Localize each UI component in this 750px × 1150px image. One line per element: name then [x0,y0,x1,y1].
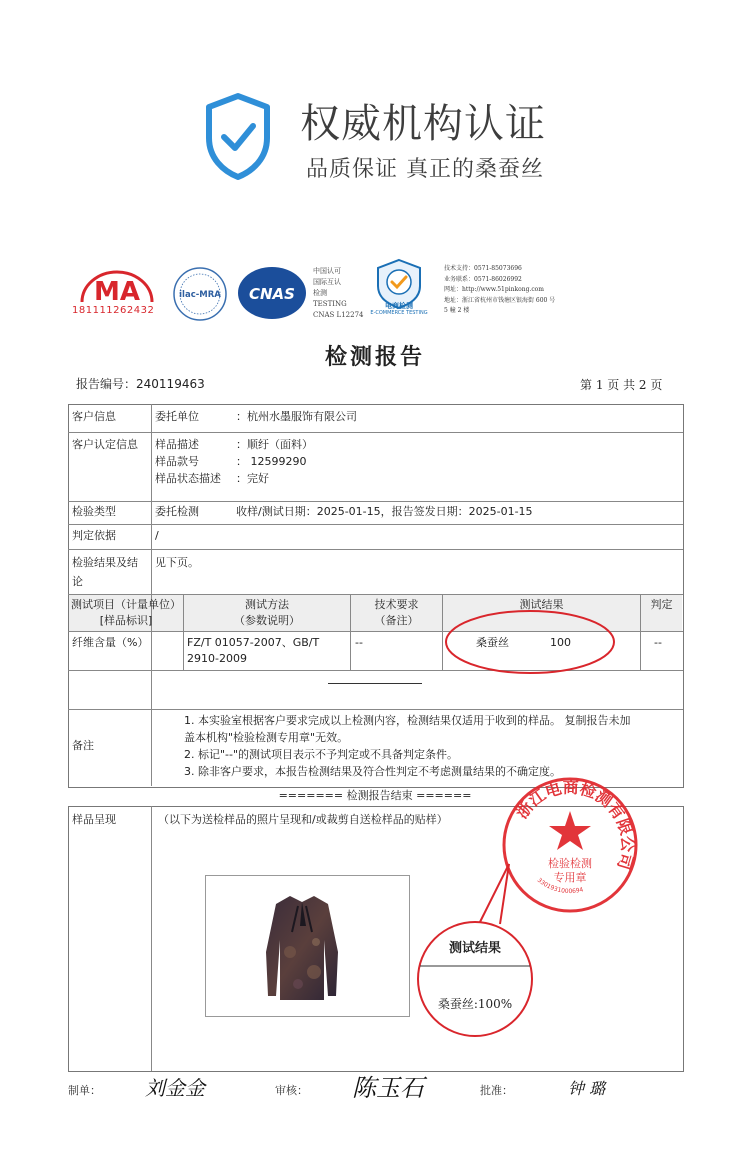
basis-value: / [155,529,159,542]
col-req-header [351,597,442,629]
row-method [187,635,319,667]
seal-center-line-2: 专用章 [553,871,587,884]
seal-ring-text: 浙江电商检测有限公司 [512,777,638,872]
client-value: ：杭州水墨服饰有限公司 [236,410,357,423]
cert-line: TESTING [313,300,347,308]
contact-line: 技术支持：0571-85073696 [444,265,522,272]
col-method-header [184,597,350,629]
remarks-label: 备注 [72,739,94,752]
col-judge-header: 判定 [650,598,673,611]
approver-signature: 钟 璐 [568,1079,606,1098]
cma-number: 181111262432 [72,305,155,316]
col-method-line-1: 测试方法 [245,598,289,611]
col-req-line-2: （备注） [374,614,419,627]
cma-logo-text: MA [94,277,140,307]
basis-label: 判定依据 [72,529,116,542]
row-result-value: 100 [550,636,571,649]
col-item-header [69,597,183,629]
row-result-name: 桑蚕丝 [476,636,509,649]
report-number-label: 报告编号： [76,377,137,391]
result-highlight-circle [440,606,620,678]
conclusion-label-1: 检验结果及结 [72,556,138,569]
seal-number: 3301931000694 [535,876,585,896]
seal-center-line-1: 检验检测 [548,857,592,870]
maker-signature: 刘金金 [145,1076,205,1100]
ecommerce-en: E-COMMERCE TESTING [370,310,428,316]
cert-line: 中国认可 [313,267,341,275]
remark-line: 2. 标记"--"的测试项目表示不予判定或不具备判定条件。 [184,748,459,761]
col-method-line-2: （参数说明） [234,614,300,627]
sample-label: 样品呈现 [72,813,116,826]
cnas-logo [236,266,308,320]
banner-subtitle: 品质保证 真正的桑蚕丝 [306,157,544,182]
row-judge: -- [654,636,662,649]
contact-line: 5 幢 2 楼 [444,307,470,314]
client-label: 客户信息 [72,410,116,423]
remark-line: 1. 本实验室根据客户要求完成以上检测内容，检测结果仅适用于收到的样品。 复制报告未加 [184,714,631,727]
confirmed-label: 客户认定信息 [72,438,138,451]
shield-check-icon [203,92,273,180]
col-req-line-1: 技术要求 [374,598,419,611]
cert-line: 国际互认 [313,278,341,286]
row-method-line-1: FZ/T 01057-2007、GB/T [187,636,320,649]
reviewer-label: 审核： [275,1084,308,1097]
silk-blouse-photo [262,892,342,1004]
remark-line: 盖本机构"检验检测专用章"无效。 [184,731,349,744]
cert-line: CNAS L12274 [313,311,364,319]
client-field: 委托单位 [155,410,199,423]
callout-heading: 测试结果 [448,941,501,956]
report-title: 检测报告 [324,344,425,370]
col-result-header: 测试结果 [519,598,564,611]
approver-label: 批准： [480,1084,513,1097]
sample-no-value: ： 12599290 [236,455,307,468]
contact-line: 业务联系：0571-86026992 [444,275,522,283]
col-item-line-2: [样品标识] [99,614,153,627]
sample-caption: （以下为送检样品的照片呈现和/或裁剪自送检样品的贴样） [158,813,448,826]
conclusion-value: 见下页。 [155,556,199,569]
ilac-mra-logo [172,266,228,322]
sample-state-value: ：完好 [236,472,269,485]
sample-no-field: 样品款号 [155,455,199,468]
remark-line: 3. 除非客户要求，本报告检测结果及符合性判定不考虑测量结果的不确定度。 [184,765,561,778]
ilac-logo-text: ilac-MRA [179,290,221,300]
col-item-line-1: 测试项目（计量单位） [71,598,181,611]
callout-value: 桑蚕丝:100% [437,997,513,1011]
sample-desc-field: 样品描述 [155,438,199,451]
cert-line: 检测 [313,289,327,297]
contact-line: 地址：浙江省杭州市钱塘区银海街 600 号 [444,296,556,304]
dates-text: 收样/测试日期：2025-01-15，报告签发日期：2025-01-15 [236,505,533,518]
row-method-line-2: 2910-2009 [187,652,247,665]
cnas-logo-text: CNAS [249,285,295,303]
conclusion-label-2: 论 [72,575,83,588]
cert-text [313,266,363,321]
contact-info [444,264,555,317]
page-info: 第 1 页 共 2 页 [580,378,663,392]
sample-desc-value: ：顺纡（面料） [236,438,313,451]
banner-title: 权威机构认证 [300,101,546,147]
ecommerce-name: 电商检测 [385,302,413,310]
row-item: 纤维含量（%） [72,636,149,649]
sample-state-field: 样品状态描述 [155,472,221,485]
inspect-type-label: 检验类型 [72,505,116,518]
row-requirement: -- [355,636,363,649]
contact-line: 网址：http://www.51pinkong.com [444,286,544,293]
report-end-marker: ======= 检测报告结束 ====== [278,789,472,802]
report-number [76,375,205,392]
inspect-type-value: 委托检测 [155,505,199,518]
reviewer-signature: 陈玉石 [352,1074,424,1102]
report-number-value: 240119463 [136,377,205,391]
maker-label: 制单： [68,1084,101,1097]
